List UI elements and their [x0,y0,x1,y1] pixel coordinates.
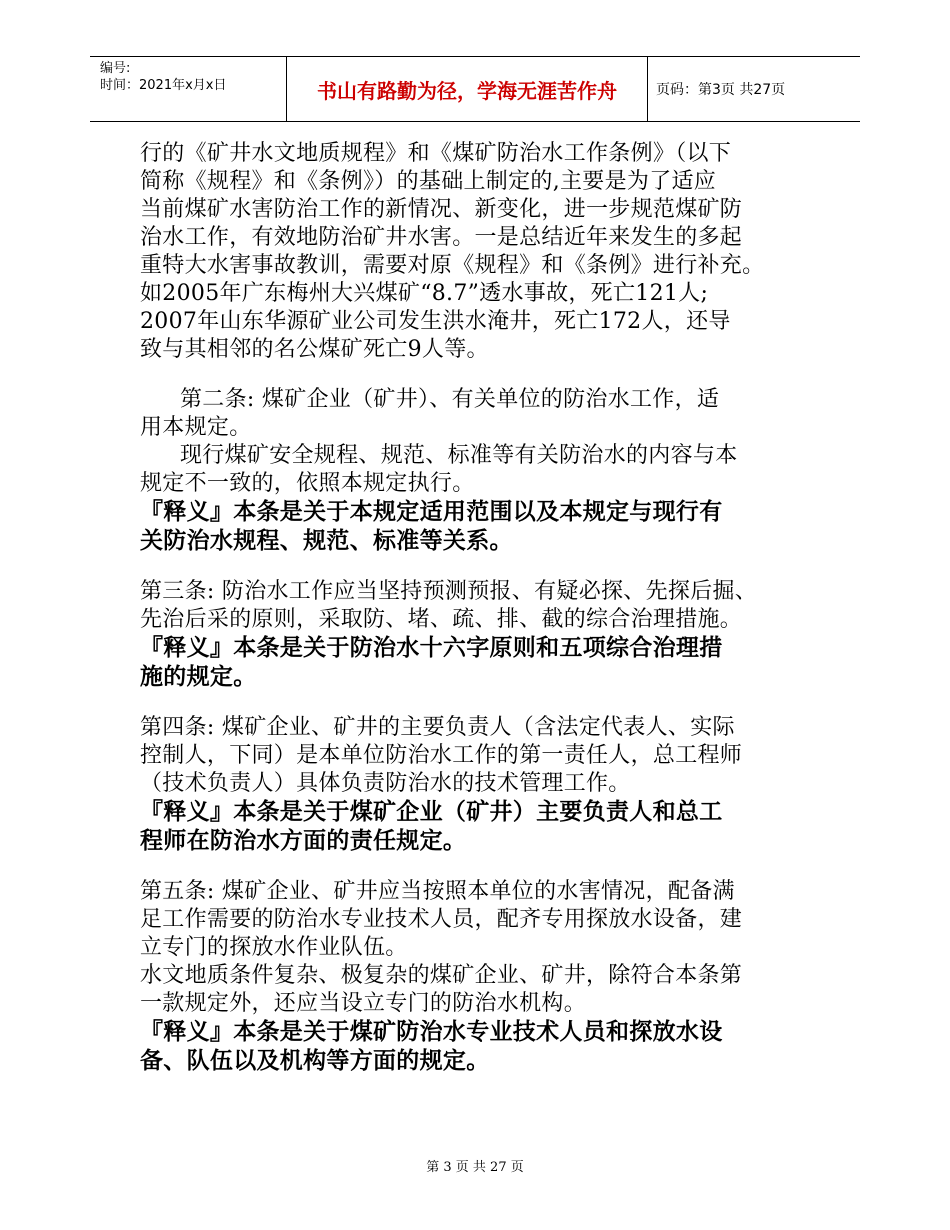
text-line: 简称《规程》和《条例》）的基础上制定的,主要是为了适应 [140,169,717,194]
text-line: （技术负责人）具体负责防治水的技术管理工作。 [140,771,631,796]
text-line: 控制人，下同）是本单位防治水工作的第一责任人，总工程师 [140,743,743,768]
text-line: 规定不一致的，依照本规定执行。 [140,471,475,496]
text-line: 第五条: 煤矿企业、矿井应当按照本单位的水害情况，配备满 [140,879,735,904]
explanation-line: 施的规定。 [140,664,257,690]
text-line: 重特大水害事故教训，需要对原《规程》和《条例》进行补充。 [140,253,765,278]
header-page-label: 页码：第3页 共27页 [656,82,786,98]
document-body [140,140,820,1076]
text-line: 第四条: 煤矿企业、矿井的主要负责人（含法定代表人、实际 [140,715,735,740]
article-2 [140,386,820,498]
text-line: 立专门的探放水作业队伍。 [140,935,408,960]
header-slogan: 书山有路勤为径，学海无涯苦作舟 [317,78,617,103]
text-line: 治水工作，有效地防治矿井水害。一是总结近年来发生的多起 [140,225,743,250]
explanation-line: 备、队伍以及机构等方面的规定。 [140,1048,490,1074]
header-page-cell [648,57,860,121]
text-line: 先治后采的原则，采取防、堵、疏、排、截的综合治理措施。 [140,607,743,632]
text-line: 2007年山东华源矿业公司发生洪水淹井，死亡172人，还导 [140,309,731,334]
article-4-explanation [140,798,820,856]
article-2-explanation [140,498,820,556]
time-label: 时间：2021年x月x日 [100,78,227,93]
article-4 [140,714,820,798]
article-5 [140,878,820,1018]
text-line: 一款规定外，还应当设立专门的防治水机构。 [140,991,587,1016]
text-line: 用本规定。 [140,415,252,440]
text-line: 第二条: 煤矿企业（矿井）、有关单位的防治水工作，适 [180,387,720,412]
explanation-line: 『释义』本条是关于防治水十六字原则和五项综合治理措 [140,635,723,661]
text-line: 当前煤矿水害防治工作的新情况、新变化，进一步规范煤矿防 [140,197,743,222]
text-line: 足工作需要的防治水专业技术人员，配齐专用探放水设备，建 [140,907,743,932]
header-meta [90,57,286,121]
explanation-line: 『释义』本条是关于本规定适用范围以及本规定与现行有 [140,499,723,525]
number-label: 编号: [100,61,131,76]
explanation-line: 『释义』本条是关于煤矿防治水专业技术人员和探放水设 [140,1019,723,1045]
header-slogan-cell [286,57,648,121]
article-3-explanation [140,634,820,692]
page-footer [0,1156,950,1175]
text-line: 行的《矿井水文地质规程》和《煤矿防治水工作条例》（以下 [140,141,732,166]
article-3 [140,578,820,634]
explanation-line: 关防治水规程、规范、标准等关系。 [140,528,513,554]
text-line: 第三条: 防治水工作应当坚持预测预报、有疑必探、先探后掘、 [140,579,758,604]
explanation-line: 『释义』本条是关于煤矿企业（矿井）主要负责人和总工 [140,799,723,825]
text-line: 水文地质条件复杂、极复杂的煤矿企业、矿井，除符合本条第 [140,963,743,988]
text-line: 如2005年广东梅州大兴煤矿“8.7”透水事故，死亡121人; [140,281,709,306]
explanation-line: 程师在防治水方面的责任规定。 [140,828,467,854]
footer-page-number: 第 3 页 共 27 页 [426,1160,524,1175]
text-line: 现行煤矿安全规程、规范、标准等有关防治水的内容与本 [180,443,738,468]
page-header [90,56,860,122]
article-5-explanation [140,1018,820,1076]
text-line: 致与其相邻的名公煤矿死亡9人等。 [140,337,489,362]
paragraph-intro [140,140,820,364]
